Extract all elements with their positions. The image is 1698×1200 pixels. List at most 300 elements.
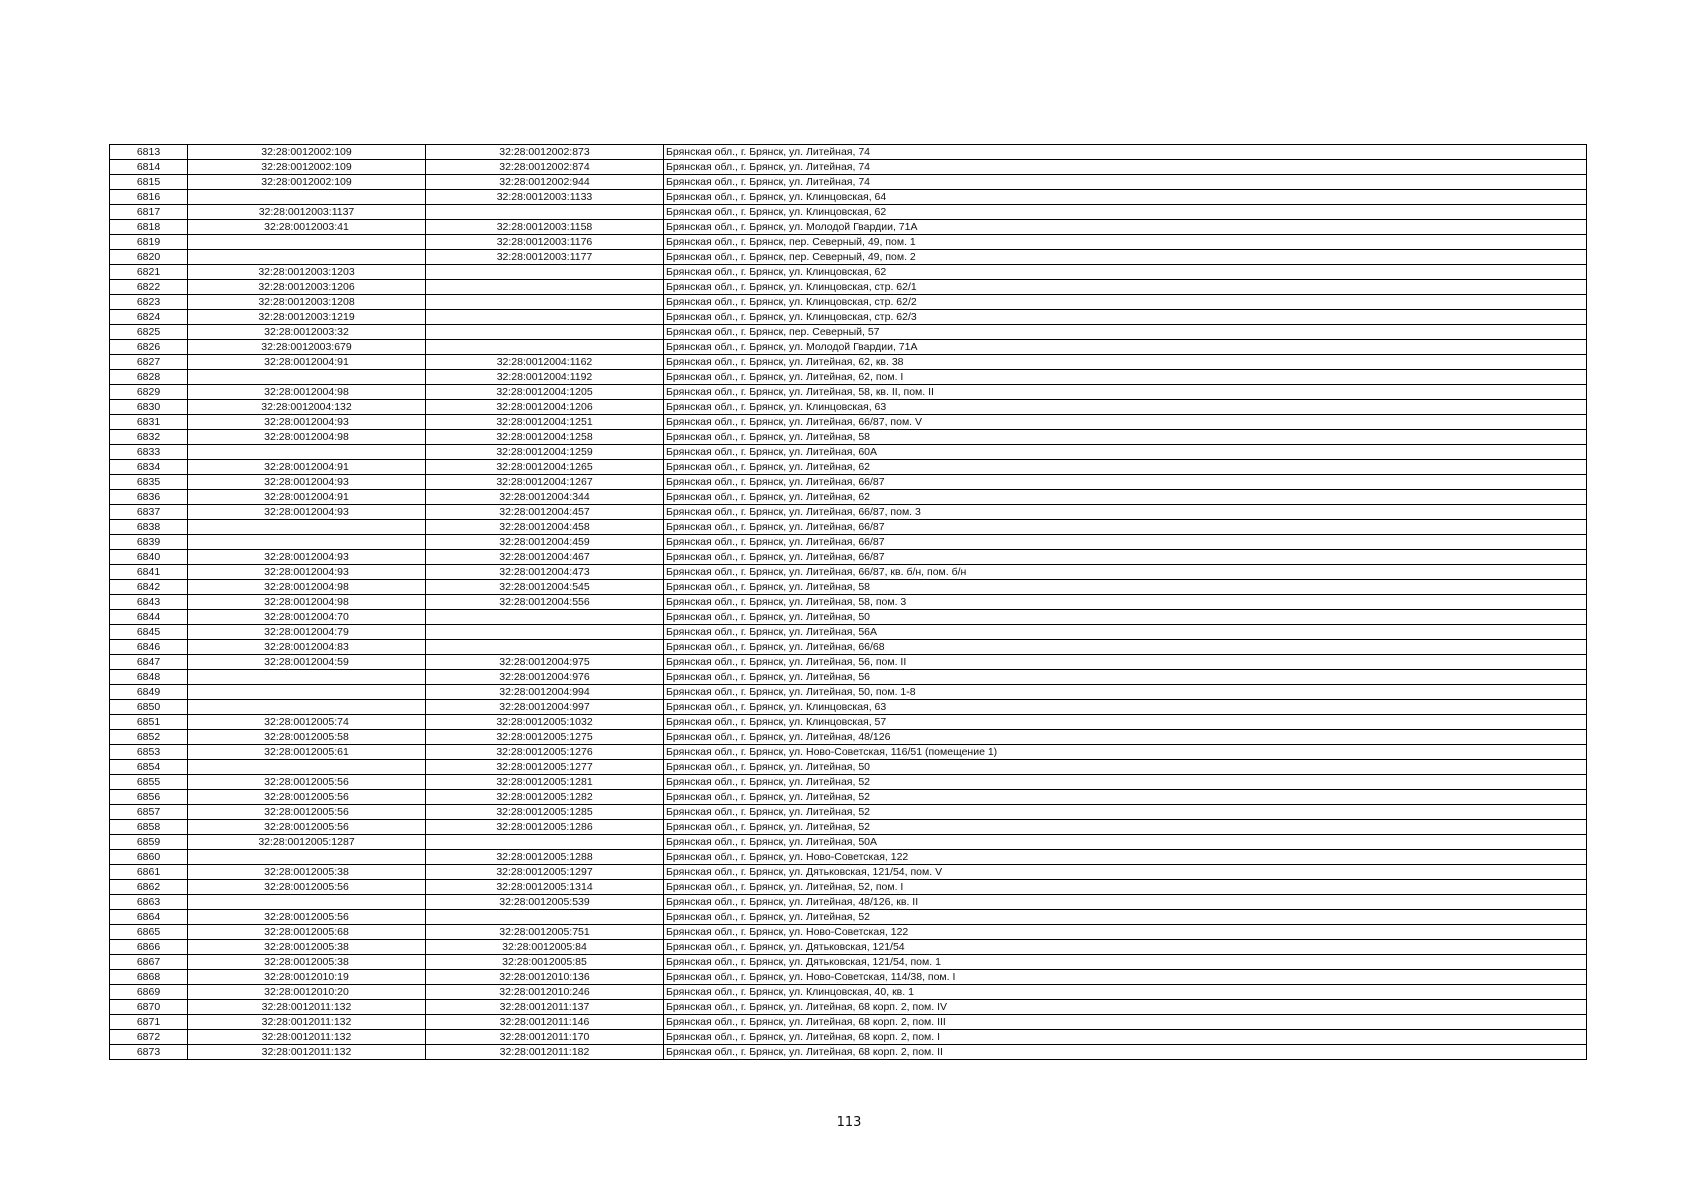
- object-cadastral-number-cell: [426, 640, 664, 655]
- parent-cadastral-number-cell: 32:28:0012004:93: [188, 565, 426, 580]
- table-row: [110, 730, 1587, 745]
- address-cell: Брянская обл., г. Брянск, пер. Северный, 49, пом. 2: [664, 250, 1587, 265]
- row-number-cell: 6827: [110, 355, 188, 370]
- object-cadastral-number-cell: 32:28:0012005:1276: [426, 745, 664, 760]
- row-number-cell: 6821: [110, 265, 188, 280]
- address-cell: Брянская обл., г. Брянск, ул. Клинцовская, 62: [664, 205, 1587, 220]
- table-row: [110, 550, 1587, 565]
- object-cadastral-number-cell: 32:28:0012003:1176: [426, 235, 664, 250]
- table-row: [110, 490, 1587, 505]
- row-number-cell: 6870: [110, 1000, 188, 1015]
- table-row: [110, 835, 1587, 850]
- parent-cadastral-number-cell: 32:28:0012004:93: [188, 475, 426, 490]
- object-cadastral-number-cell: 32:28:0012005:1285: [426, 805, 664, 820]
- row-number-cell: 6843: [110, 595, 188, 610]
- address-cell: Брянская обл., г. Брянск, ул. Клинцовская, 57: [664, 715, 1587, 730]
- row-number-cell: 6836: [110, 490, 188, 505]
- row-number-cell: 6837: [110, 505, 188, 520]
- row-number-cell: 6861: [110, 865, 188, 880]
- page-number: 113: [836, 1115, 862, 1130]
- parent-cadastral-number-cell: 32:28:0012005:61: [188, 745, 426, 760]
- object-cadastral-number-cell: 32:28:0012010:246: [426, 985, 664, 1000]
- parent-cadastral-number-cell: [188, 760, 426, 775]
- object-cadastral-number-cell: 32:28:0012005:85: [426, 955, 664, 970]
- object-cadastral-number-cell: 32:28:0012011:182: [426, 1045, 664, 1060]
- table-row: [110, 355, 1587, 370]
- object-cadastral-number-cell: 32:28:0012004:976: [426, 670, 664, 685]
- address-cell: Брянская обл., г. Брянск, ул. Литейная, 56: [664, 670, 1587, 685]
- parent-cadastral-number-cell: 32:28:0012002:109: [188, 175, 426, 190]
- row-number-cell: 6817: [110, 205, 188, 220]
- table-row: [110, 655, 1587, 670]
- parent-cadastral-number-cell: [188, 535, 426, 550]
- address-cell: Брянская обл., г. Брянск, ул. Литейная, 68 корп. 2, пом. III: [664, 1015, 1587, 1030]
- row-number-cell: 6859: [110, 835, 188, 850]
- table-row: [110, 370, 1587, 385]
- row-number-cell: 6871: [110, 1015, 188, 1030]
- row-number-cell: 6828: [110, 370, 188, 385]
- object-cadastral-number-cell: 32:28:0012004:1251: [426, 415, 664, 430]
- table-row: [110, 190, 1587, 205]
- table-row: [110, 325, 1587, 340]
- row-number-cell: 6850: [110, 700, 188, 715]
- address-cell: Брянская обл., г. Брянск, ул. Литейная, 66/87, пом. 3: [664, 505, 1587, 520]
- row-number-cell: 6840: [110, 550, 188, 565]
- parent-cadastral-number-cell: 32:28:0012005:56: [188, 790, 426, 805]
- object-cadastral-number-cell: 32:28:0012004:457: [426, 505, 664, 520]
- parent-cadastral-number-cell: 32:28:0012011:132: [188, 1015, 426, 1030]
- parent-cadastral-number-cell: 32:28:0012003:32: [188, 325, 426, 340]
- row-number-cell: 6848: [110, 670, 188, 685]
- object-cadastral-number-cell: 32:28:0012005:1032: [426, 715, 664, 730]
- parent-cadastral-number-cell: 32:28:0012005:38: [188, 955, 426, 970]
- table-row: [110, 205, 1587, 220]
- object-cadastral-number-cell: 32:28:0012005:1286: [426, 820, 664, 835]
- address-cell: Брянская обл., г. Брянск, ул. Литейная, 52: [664, 790, 1587, 805]
- parent-cadastral-number-cell: [188, 685, 426, 700]
- row-number-cell: 6862: [110, 880, 188, 895]
- parent-cadastral-number-cell: 32:28:0012003:679: [188, 340, 426, 355]
- parent-cadastral-number-cell: [188, 670, 426, 685]
- object-cadastral-number-cell: 32:28:0012010:136: [426, 970, 664, 985]
- row-number-cell: 6860: [110, 850, 188, 865]
- parent-cadastral-number-cell: 32:28:0012002:109: [188, 160, 426, 175]
- table-row: [110, 895, 1587, 910]
- address-cell: Брянская обл., г. Брянск, ул. Литейная, 50: [664, 610, 1587, 625]
- address-cell: Брянская обл., г. Брянск, ул. Литейная, 60А: [664, 445, 1587, 460]
- parent-cadastral-number-cell: 32:28:0012005:38: [188, 940, 426, 955]
- parent-cadastral-number-cell: 32:28:0012004:83: [188, 640, 426, 655]
- parent-cadastral-number-cell: 32:28:0012003:1206: [188, 280, 426, 295]
- parent-cadastral-number-cell: [188, 895, 426, 910]
- row-number-cell: 6826: [110, 340, 188, 355]
- table-row: [110, 805, 1587, 820]
- parent-cadastral-number-cell: 32:28:0012004:79: [188, 625, 426, 640]
- table-row: [110, 220, 1587, 235]
- parent-cadastral-number-cell: 32:28:0012004:98: [188, 385, 426, 400]
- table-row: [110, 955, 1587, 970]
- table-row: [110, 670, 1587, 685]
- row-number-cell: 6863: [110, 895, 188, 910]
- address-cell: Брянская обл., г. Брянск, ул. Клинцовская, 63: [664, 400, 1587, 415]
- object-cadastral-number-cell: 32:28:0012004:556: [426, 595, 664, 610]
- object-cadastral-number-cell: 32:28:0012005:1297: [426, 865, 664, 880]
- object-cadastral-number-cell: 32:28:0012004:1205: [426, 385, 664, 400]
- row-number-cell: 6872: [110, 1030, 188, 1045]
- object-cadastral-number-cell: 32:28:0012004:459: [426, 535, 664, 550]
- object-cadastral-number-cell: [426, 265, 664, 280]
- address-cell: Брянская обл., г. Брянск, ул. Литейная, 66/87, кв. б/н, пом. б/н: [664, 565, 1587, 580]
- address-cell: Брянская обл., г. Брянск, ул. Литейная, 52, пом. I: [664, 880, 1587, 895]
- row-number-cell: 6819: [110, 235, 188, 250]
- address-cell: Брянская обл., г. Брянск, ул. Литейная, 62, пом. I: [664, 370, 1587, 385]
- parent-cadastral-number-cell: 32:28:0012004:93: [188, 505, 426, 520]
- address-cell: Брянская обл., г. Брянск, ул. Литейная, 68 корп. 2, пом. IV: [664, 1000, 1587, 1015]
- address-cell: Брянская обл., г. Брянск, ул. Литейная, 62, кв. 38: [664, 355, 1587, 370]
- registry-table-body: [110, 145, 1587, 1060]
- parent-cadastral-number-cell: 32:28:0012005:68: [188, 925, 426, 940]
- parent-cadastral-number-cell: 32:28:0012005:56: [188, 775, 426, 790]
- row-number-cell: 6822: [110, 280, 188, 295]
- object-cadastral-number-cell: 32:28:0012002:873: [426, 145, 664, 160]
- row-number-cell: 6816: [110, 190, 188, 205]
- table-row: [110, 940, 1587, 955]
- row-number-cell: 6830: [110, 400, 188, 415]
- address-cell: Брянская обл., г. Брянск, ул. Литейная, 56, пом. II: [664, 655, 1587, 670]
- address-cell: Брянская обл., г. Брянск, ул. Молодой Гвардии, 71А: [664, 220, 1587, 235]
- address-cell: Брянская обл., г. Брянск, ул. Дятьковская, 121/54, пом. V: [664, 865, 1587, 880]
- row-number-cell: 6841: [110, 565, 188, 580]
- parent-cadastral-number-cell: 32:28:0012003:1137: [188, 205, 426, 220]
- address-cell: Брянская обл., г. Брянск, ул. Ново-Советская, 122: [664, 925, 1587, 940]
- parent-cadastral-number-cell: 32:28:0012005:38: [188, 865, 426, 880]
- row-number-cell: 6820: [110, 250, 188, 265]
- parent-cadastral-number-cell: 32:28:0012005:56: [188, 820, 426, 835]
- address-cell: Брянская обл., г. Брянск, ул. Дятьковская, 121/54, пом. 1: [664, 955, 1587, 970]
- parent-cadastral-number-cell: 32:28:0012011:132: [188, 1030, 426, 1045]
- row-number-cell: 6814: [110, 160, 188, 175]
- row-number-cell: 6823: [110, 295, 188, 310]
- object-cadastral-number-cell: 32:28:0012004:1265: [426, 460, 664, 475]
- object-cadastral-number-cell: [426, 610, 664, 625]
- table-row: [110, 610, 1587, 625]
- table-row: [110, 400, 1587, 415]
- parent-cadastral-number-cell: 32:28:0012010:19: [188, 970, 426, 985]
- row-number-cell: 6873: [110, 1045, 188, 1060]
- parent-cadastral-number-cell: 32:28:0012005:56: [188, 805, 426, 820]
- row-number-cell: 6847: [110, 655, 188, 670]
- address-cell: Брянская обл., г. Брянск, ул. Литейная, 52: [664, 805, 1587, 820]
- object-cadastral-number-cell: 32:28:0012005:1288: [426, 850, 664, 865]
- object-cadastral-number-cell: 32:28:0012004:1206: [426, 400, 664, 415]
- address-cell: Брянская обл., г. Брянск, ул. Литейная, 66/87: [664, 475, 1587, 490]
- object-cadastral-number-cell: 32:28:0012004:473: [426, 565, 664, 580]
- table-row: [110, 580, 1587, 595]
- table-row: [110, 880, 1587, 895]
- parent-cadastral-number-cell: 32:28:0012004:91: [188, 490, 426, 505]
- address-cell: Брянская обл., г. Брянск, ул. Клинцовская, стр. 62/1: [664, 280, 1587, 295]
- object-cadastral-number-cell: 32:28:0012004:545: [426, 580, 664, 595]
- table-row: [110, 970, 1587, 985]
- address-cell: Брянская обл., г. Брянск, ул. Молодой Гвардии, 71А: [664, 340, 1587, 355]
- object-cadastral-number-cell: 32:28:0012005:1277: [426, 760, 664, 775]
- table-row: [110, 505, 1587, 520]
- row-number-cell: 6844: [110, 610, 188, 625]
- object-cadastral-number-cell: 32:28:0012011:170: [426, 1030, 664, 1045]
- table-row: [110, 640, 1587, 655]
- table-row: [110, 520, 1587, 535]
- row-number-cell: 6829: [110, 385, 188, 400]
- address-cell: Брянская обл., г. Брянск, ул. Литейная, 58: [664, 580, 1587, 595]
- table-row: [110, 850, 1587, 865]
- row-number-cell: 6866: [110, 940, 188, 955]
- table-row: [110, 1030, 1587, 1045]
- table-row: [110, 460, 1587, 475]
- parent-cadastral-number-cell: 32:28:0012003:41: [188, 220, 426, 235]
- parent-cadastral-number-cell: 32:28:0012004:98: [188, 580, 426, 595]
- parent-cadastral-number-cell: [188, 370, 426, 385]
- row-number-cell: 6853: [110, 745, 188, 760]
- parent-cadastral-number-cell: 32:28:0012003:1208: [188, 295, 426, 310]
- table-row: [110, 145, 1587, 160]
- row-number-cell: 6869: [110, 985, 188, 1000]
- object-cadastral-number-cell: 32:28:0012004:994: [426, 685, 664, 700]
- address-cell: Брянская обл., г. Брянск, ул. Дятьковская, 121/54: [664, 940, 1587, 955]
- address-cell: Брянская обл., г. Брянск, ул. Литейная, 52: [664, 910, 1587, 925]
- row-number-cell: 6832: [110, 430, 188, 445]
- row-number-cell: 6824: [110, 310, 188, 325]
- table-row: [110, 340, 1587, 355]
- row-number-cell: 6831: [110, 415, 188, 430]
- address-cell: Брянская обл., г. Брянск, ул. Литейная, 58, пом. 3: [664, 595, 1587, 610]
- address-cell: Брянская обл., г. Брянск, ул. Клинцовская, стр. 62/2: [664, 295, 1587, 310]
- address-cell: Брянская обл., г. Брянск, ул. Литейная, 62: [664, 460, 1587, 475]
- parent-cadastral-number-cell: 32:28:0012004:91: [188, 460, 426, 475]
- parent-cadastral-number-cell: 32:28:0012005:58: [188, 730, 426, 745]
- parent-cadastral-number-cell: 32:28:0012004:91: [188, 355, 426, 370]
- object-cadastral-number-cell: 32:28:0012005:1314: [426, 880, 664, 895]
- parent-cadastral-number-cell: [188, 235, 426, 250]
- table-row: [110, 430, 1587, 445]
- object-cadastral-number-cell: 32:28:0012004:467: [426, 550, 664, 565]
- address-cell: Брянская обл., г. Брянск, пер. Северный, 49, пом. 1: [664, 235, 1587, 250]
- parent-cadastral-number-cell: 32:28:0012004:70: [188, 610, 426, 625]
- row-number-cell: 6842: [110, 580, 188, 595]
- object-cadastral-number-cell: 32:28:0012004:458: [426, 520, 664, 535]
- table-row: [110, 685, 1587, 700]
- parent-cadastral-number-cell: 32:28:0012004:93: [188, 415, 426, 430]
- table-row: [110, 910, 1587, 925]
- parent-cadastral-number-cell: 32:28:0012004:59: [188, 655, 426, 670]
- row-number-cell: 6865: [110, 925, 188, 940]
- table-row: [110, 820, 1587, 835]
- row-number-cell: 6834: [110, 460, 188, 475]
- object-cadastral-number-cell: [426, 310, 664, 325]
- address-cell: Брянская обл., г. Брянск, ул. Литейная, 62: [664, 490, 1587, 505]
- table-row: [110, 925, 1587, 940]
- address-cell: Брянская обл., г. Брянск, ул. Литейная, 48/126, кв. II: [664, 895, 1587, 910]
- registry-table-wrapper: [109, 144, 1587, 1060]
- address-cell: Брянская обл., г. Брянск, ул. Клинцовская, 63: [664, 700, 1587, 715]
- object-cadastral-number-cell: 32:28:0012004:1258: [426, 430, 664, 445]
- row-number-cell: 6839: [110, 535, 188, 550]
- row-number-cell: 6825: [110, 325, 188, 340]
- table-row: [110, 475, 1587, 490]
- parent-cadastral-number-cell: 32:28:0012005:74: [188, 715, 426, 730]
- row-number-cell: 6813: [110, 145, 188, 160]
- address-cell: Брянская обл., г. Брянск, ул. Ново-Советская, 114/38, пом. I: [664, 970, 1587, 985]
- row-number-cell: 6864: [110, 910, 188, 925]
- table-row: [110, 595, 1587, 610]
- table-row: [110, 625, 1587, 640]
- parent-cadastral-number-cell: 32:28:0012004:93: [188, 550, 426, 565]
- object-cadastral-number-cell: 32:28:0012002:944: [426, 175, 664, 190]
- object-cadastral-number-cell: 32:28:0012005:539: [426, 895, 664, 910]
- address-cell: Брянская обл., г. Брянск, ул. Литейная, 74: [664, 145, 1587, 160]
- table-row: [110, 865, 1587, 880]
- parent-cadastral-number-cell: 32:28:0012004:98: [188, 595, 426, 610]
- address-cell: Брянская обл., г. Брянск, ул. Литейная, 52: [664, 775, 1587, 790]
- address-cell: Брянская обл., г. Брянск, ул. Ново-Советская, 116/51 (помещение 1): [664, 745, 1587, 760]
- table-row: [110, 265, 1587, 280]
- object-cadastral-number-cell: 32:28:0012005:1281: [426, 775, 664, 790]
- row-number-cell: 6846: [110, 640, 188, 655]
- parent-cadastral-number-cell: [188, 520, 426, 535]
- address-cell: Брянская обл., г. Брянск, ул. Литейная, 74: [664, 175, 1587, 190]
- row-number-cell: 6858: [110, 820, 188, 835]
- row-number-cell: 6852: [110, 730, 188, 745]
- object-cadastral-number-cell: 32:28:0012005:751: [426, 925, 664, 940]
- object-cadastral-number-cell: [426, 340, 664, 355]
- table-row: [110, 175, 1587, 190]
- address-cell: Брянская обл., г. Брянск, ул. Литейная, 74: [664, 160, 1587, 175]
- object-cadastral-number-cell: 32:28:0012004:1259: [426, 445, 664, 460]
- row-number-cell: 6856: [110, 790, 188, 805]
- row-number-cell: 6838: [110, 520, 188, 535]
- object-cadastral-number-cell: [426, 205, 664, 220]
- object-cadastral-number-cell: 32:28:0012004:1192: [426, 370, 664, 385]
- address-cell: Брянская обл., г. Брянск, ул. Литейная, 58, кв. II, пом. II: [664, 385, 1587, 400]
- object-cadastral-number-cell: 32:28:0012003:1133: [426, 190, 664, 205]
- row-number-cell: 6849: [110, 685, 188, 700]
- object-cadastral-number-cell: 32:28:0012004:997: [426, 700, 664, 715]
- table-row: [110, 760, 1587, 775]
- object-cadastral-number-cell: 32:28:0012005:1275: [426, 730, 664, 745]
- address-cell: Брянская обл., г. Брянск, ул. Литейная, 66/87: [664, 550, 1587, 565]
- object-cadastral-number-cell: 32:28:0012011:146: [426, 1015, 664, 1030]
- parent-cadastral-number-cell: [188, 445, 426, 460]
- table-row: [110, 1000, 1587, 1015]
- parent-cadastral-number-cell: 32:28:0012011:132: [188, 1000, 426, 1015]
- address-cell: Брянская обл., г. Брянск, ул. Литейная, 66/87: [664, 535, 1587, 550]
- address-cell: Брянская обл., г. Брянск, ул. Ново-Советская, 122: [664, 850, 1587, 865]
- table-row: [110, 1015, 1587, 1030]
- object-cadastral-number-cell: 32:28:0012004:1162: [426, 355, 664, 370]
- table-row: [110, 775, 1587, 790]
- parent-cadastral-number-cell: 32:28:0012003:1219: [188, 310, 426, 325]
- object-cadastral-number-cell: [426, 295, 664, 310]
- row-number-cell: 6818: [110, 220, 188, 235]
- table-row: [110, 700, 1587, 715]
- address-cell: Брянская обл., г. Брянск, ул. Литейная, 48/126: [664, 730, 1587, 745]
- row-number-cell: 6845: [110, 625, 188, 640]
- parent-cadastral-number-cell: 32:28:0012002:109: [188, 145, 426, 160]
- row-number-cell: 6835: [110, 475, 188, 490]
- row-number-cell: 6855: [110, 775, 188, 790]
- parent-cadastral-number-cell: [188, 700, 426, 715]
- table-row: [110, 415, 1587, 430]
- address-cell: Брянская обл., г. Брянск, ул. Литейная, 68 корп. 2, пом. II: [664, 1045, 1587, 1060]
- parent-cadastral-number-cell: 32:28:0012011:132: [188, 1045, 426, 1060]
- object-cadastral-number-cell: 32:28:0012003:1158: [426, 220, 664, 235]
- address-cell: Брянская обл., г. Брянск, ул. Литейная, 50, пом. 1-8: [664, 685, 1587, 700]
- table-row: [110, 235, 1587, 250]
- table-row: [110, 250, 1587, 265]
- table-row: [110, 535, 1587, 550]
- address-cell: Брянская обл., г. Брянск, ул. Литейная, 68 корп. 2, пом. I: [664, 1030, 1587, 1045]
- object-cadastral-number-cell: 32:28:0012004:975: [426, 655, 664, 670]
- object-cadastral-number-cell: 32:28:0012003:1177: [426, 250, 664, 265]
- parent-cadastral-number-cell: 32:28:0012005:56: [188, 880, 426, 895]
- object-cadastral-number-cell: 32:28:0012004:344: [426, 490, 664, 505]
- address-cell: Брянская обл., г. Брянск, ул. Клинцовская, 62: [664, 265, 1587, 280]
- object-cadastral-number-cell: [426, 280, 664, 295]
- table-row: [110, 1045, 1587, 1060]
- parent-cadastral-number-cell: 32:28:0012010:20: [188, 985, 426, 1000]
- address-cell: Брянская обл., г. Брянск, ул. Клинцовская, 40, кв. 1: [664, 985, 1587, 1000]
- row-number-cell: 6815: [110, 175, 188, 190]
- address-cell: Брянская обл., г. Брянск, ул. Литейная, 56А: [664, 625, 1587, 640]
- address-cell: Брянская обл., г. Брянск, ул. Клинцовская, 64: [664, 190, 1587, 205]
- parent-cadastral-number-cell: [188, 850, 426, 865]
- row-number-cell: 6851: [110, 715, 188, 730]
- row-number-cell: 6857: [110, 805, 188, 820]
- object-cadastral-number-cell: 32:28:0012002:874: [426, 160, 664, 175]
- table-row: [110, 445, 1587, 460]
- table-row: [110, 280, 1587, 295]
- object-cadastral-number-cell: 32:28:0012011:137: [426, 1000, 664, 1015]
- object-cadastral-number-cell: [426, 325, 664, 340]
- table-row: [110, 385, 1587, 400]
- row-number-cell: 6833: [110, 445, 188, 460]
- object-cadastral-number-cell: [426, 625, 664, 640]
- object-cadastral-number-cell: 32:28:0012005:84: [426, 940, 664, 955]
- parent-cadastral-number-cell: 32:28:0012003:1203: [188, 265, 426, 280]
- table-row: [110, 790, 1587, 805]
- table-row: [110, 310, 1587, 325]
- address-cell: Брянская обл., г. Брянск, ул. Литейная, 66/87, пом. V: [664, 415, 1587, 430]
- object-cadastral-number-cell: 32:28:0012004:1267: [426, 475, 664, 490]
- object-cadastral-number-cell: [426, 910, 664, 925]
- row-number-cell: 6854: [110, 760, 188, 775]
- row-number-cell: 6867: [110, 955, 188, 970]
- table-row: [110, 715, 1587, 730]
- table-row: [110, 745, 1587, 760]
- address-cell: Брянская обл., г. Брянск, ул. Литейная, 50А: [664, 835, 1587, 850]
- table-row: [110, 295, 1587, 310]
- address-cell: Брянская обл., г. Брянск, ул. Литейная, 50: [664, 760, 1587, 775]
- object-cadastral-number-cell: [426, 835, 664, 850]
- address-cell: Брянская обл., г. Брянск, ул. Литейная, 52: [664, 820, 1587, 835]
- row-number-cell: 6868: [110, 970, 188, 985]
- address-cell: Брянская обл., г. Брянск, ул. Литейная, 58: [664, 430, 1587, 445]
- parent-cadastral-number-cell: 32:28:0012004:98: [188, 430, 426, 445]
- parent-cadastral-number-cell: 32:28:0012004:132: [188, 400, 426, 415]
- table-row: [110, 985, 1587, 1000]
- table-row: [110, 565, 1587, 580]
- address-cell: Брянская обл., г. Брянск, ул. Литейная, 66/68: [664, 640, 1587, 655]
- parent-cadastral-number-cell: 32:28:0012005:56: [188, 910, 426, 925]
